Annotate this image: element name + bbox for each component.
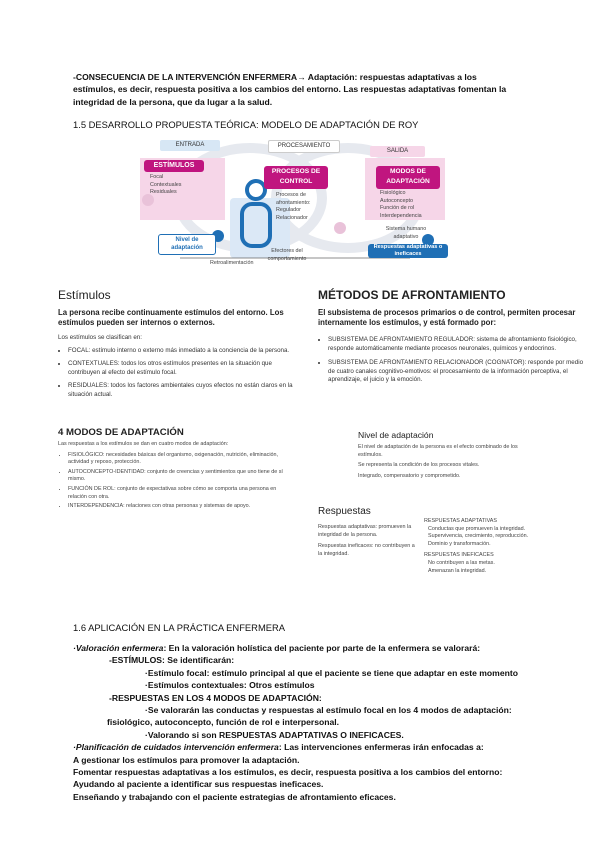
estimulo-item: Residuales	[150, 189, 177, 196]
respuesta-line: Conductas que promueven la integridad.	[428, 525, 526, 532]
modos-panel-list	[58, 452, 290, 511]
intro-line-3: integridad de la persona, que da lugar a la salud.	[73, 96, 273, 107]
modos-box-title: MODOS DE ADAPTACIÓN	[376, 166, 440, 189]
proceso-item: Regulador	[276, 207, 301, 214]
nivel-panel	[358, 430, 518, 480]
estimulo-item: Contextuales	[150, 181, 182, 188]
metodos-panel-lead: El subsistema de procesos primarios o de control, permiten procesar internamente los estímulos, y está formado por:	[318, 308, 576, 327]
respuestas-box: Respuestas adaptativas o ineficaces	[368, 244, 448, 258]
metodos-panel-list	[318, 336, 590, 385]
focal-line: ·Estímulo focal: estímulo principal al que el paciente se tiene que adaptar en este momento	[145, 667, 518, 678]
list-item: • FISIOLÓGICO: necesidades básicas del organismo, oxigenación, nutrición, eliminación, actividad y reposo, protección.	[68, 452, 290, 467]
estimulos-panel	[58, 288, 303, 402]
nivel-line: El nivel de adaptación de la persona es el efecto combinado de los estímulos.	[358, 444, 518, 458]
proceso-item: Relacionador	[276, 214, 308, 221]
list-item: • SUBSISTEMA DE AFRONTAMIENTO REGULADOR: sistema de afrontamiento fisiológico, responde automáticamente mediante procesos neuronales, químicos y endocrinos.	[328, 336, 590, 353]
list-item: • CONTEXTUALES: todos los otros estímulos presentes en la situación que contribuyen al efecto del estímulo focal.	[68, 360, 303, 377]
list-item: • AUTOCONCEPTO-IDENTIDAD: conjunto de creencias y sentimientos que uno tiene de sí mismo.	[68, 469, 290, 484]
procesos-sub: Procesos de afrontamiento:	[276, 192, 311, 206]
entrada-label: ENTRADA	[160, 140, 220, 151]
modo-item: Función de rol	[380, 205, 415, 212]
planificacion-line	[73, 741, 593, 753]
list-item: • FUNCIÓN DE ROL: conjunto de expectativas sobre cómo se comporta una persona en relación con otra.	[68, 486, 290, 501]
estimulos-panel-list	[58, 347, 303, 400]
plan-line-3: Ayudando al paciente a identificar sus respuestas ineficaces.	[73, 779, 324, 790]
resp-line-2: fisiológico, autoconcepto, función de rol e interpersonal.	[107, 717, 340, 728]
respuesta-line: Respuestas ineficaces: no contribuyen a la integridad.	[318, 543, 415, 557]
efectores-label: Efectores del comportamiento	[267, 248, 307, 262]
procesamiento-label: PROCESAMIENTO	[268, 140, 340, 153]
procesos-box-title: PROCESOS DE CONTROL	[264, 166, 328, 189]
list-item: • SUBSISTEMA DE AFRONTAMIENTO RELACIONADOR (COGNATOR): responde por medio de cuatro canales cognitivo-emotivos: el procesamiento de la información perceptiva, el aprendizaje, el juicio y la emoción.	[328, 359, 590, 385]
respuestas-panel	[318, 506, 598, 574]
estimulos-panel-sub: Los estímulos se clasifican en:	[58, 334, 142, 341]
salida-label: SALIDA	[370, 146, 425, 157]
intro-line-2: estímulos, es decir, respuesta positiva a los cambios del entorno. Las respuestas adaptativas fomentan la	[73, 84, 507, 95]
list-item: • INTERDEPENDENCIA: relaciones con otras personas y sistemas de apoyo.	[68, 503, 290, 511]
modo-item: Interdependencia	[380, 212, 422, 219]
modos-panel-lead: Las respuestas a los estímulos se dan en cuatro modos de adaptación:	[58, 441, 229, 447]
planificacion-text: : Las intervenciones enfermeras irán enfocadas a:	[278, 742, 484, 753]
resp-line-1: ·Se valorarán las conductas y respuestas al estímulo focal en los 4 modos de adaptación:	[145, 705, 512, 716]
section-16-title: 1.6 APLICACIÓN EN LA PRÁCTICA ENFERMERA	[73, 622, 286, 633]
sistema-label: Sistema humano adaptativo	[385, 226, 427, 240]
nivel-line: Integrado, compensatorio y comprometido.	[358, 472, 461, 479]
plan-line-1: A gestionar los estímulos para promover la adaptación.	[73, 754, 300, 765]
respuesta-line: Supervivencia, crecimiento, reproducción.	[428, 533, 529, 540]
estimulos-box-list	[150, 174, 220, 197]
retro-label: Retroalimentación	[210, 260, 254, 266]
nivel-adaptacion-box: Nivel de adaptación	[158, 234, 216, 255]
modo-item: Autoconcepto	[380, 197, 413, 204]
planificacion-label: ·Planificación de cuidados intervención enfermera	[73, 742, 279, 753]
estimulos-box-title: ESTÍMULOS	[144, 160, 204, 172]
respuestas-right	[424, 518, 544, 575]
respuesta-line: No contribuyen a las metas.	[428, 559, 495, 566]
metodos-panel	[318, 288, 590, 387]
nivel-panel-title: Nivel de adaptación	[358, 430, 434, 440]
modos-box-list	[380, 190, 450, 220]
valoracion-label: ·Valoración enfermera	[73, 643, 164, 653]
respuestas-right-title: RESPUESTAS ADAPTATIVAS	[424, 518, 497, 524]
resp-line-3: ·Valorando si son RESPUESTAS ADAPTATIVAS O INEFICACES.	[145, 729, 404, 740]
valoracion-text: : En la valoración holística del paciente por parte de la enfermera se valorará:	[163, 643, 481, 653]
respuestas-right-title-2: RESPUESTAS INEFICACES	[424, 552, 494, 559]
estimulos-panel-title: Estímulos	[58, 288, 111, 302]
plan-line-4: Enseñando y trabajando con el paciente estrategias de afrontamiento eficaces.	[73, 791, 396, 802]
respuestas-left	[318, 524, 418, 558]
section-16-body	[73, 642, 593, 803]
valoracion-line	[73, 642, 593, 654]
respuesta-line: Dominio y transformación.	[428, 540, 491, 547]
estimulo-item: Focal	[150, 174, 164, 180]
modo-item: Fisiológico	[380, 190, 406, 196]
contextuales-line: ·Estímulos contextuales: Otros estímulos	[145, 680, 315, 691]
respuestas-head: -RESPUESTAS EN LOS 4 MODOS DE ADAPTACIÓN:	[109, 692, 322, 703]
nivel-line: Se representa la condición de los procesos vitales.	[358, 462, 480, 469]
metodos-panel-title: MÉTODOS DE AFRONTAMIENTO	[318, 288, 506, 302]
modos-panel	[58, 427, 290, 513]
roy-model-diagram	[140, 136, 460, 268]
estimulos-head: -ESTÍMULOS: Se identificarán:	[109, 655, 235, 666]
respuestas-panel-title: Respuestas	[318, 506, 371, 517]
list-item: • FOCAL: estímulo interno o externo más inmediato a la conciencia de la persona.	[68, 347, 303, 356]
section-15-title: 1.5 DESARROLLO PROPUESTA TEÓRICA: MODELO DE ADAPTACIÓN DE ROY	[73, 119, 419, 130]
plan-line-2: Fomentar respuestas adaptativas a los estímulos, es decir, respuesta positiva a los cambios del entorno:	[73, 767, 503, 778]
estimulos-panel-lead: La persona recibe continuamente estímulos del entorno. Los estímulos pueden ser internos o externos.	[58, 308, 284, 327]
respuesta-line: Respuestas adaptativas: promueven la integridad de la persona.	[318, 524, 412, 538]
list-item: • RESIDUALES: todos los factores ambientales cuyos efectos no están claros en la situación actual.	[68, 382, 303, 399]
intro-paragraph	[73, 71, 543, 108]
intro-line-1: -CONSECUENCIA DE LA INTERVENCIÓN ENFERMERA→ Adaptación: respuestas adaptativas a los	[73, 72, 477, 82]
modos-panel-title: 4 MODOS DE ADAPTACIÓN	[58, 427, 184, 438]
procesos-box-list	[276, 192, 336, 222]
respuesta-line: Amenazan la integridad.	[428, 567, 487, 574]
